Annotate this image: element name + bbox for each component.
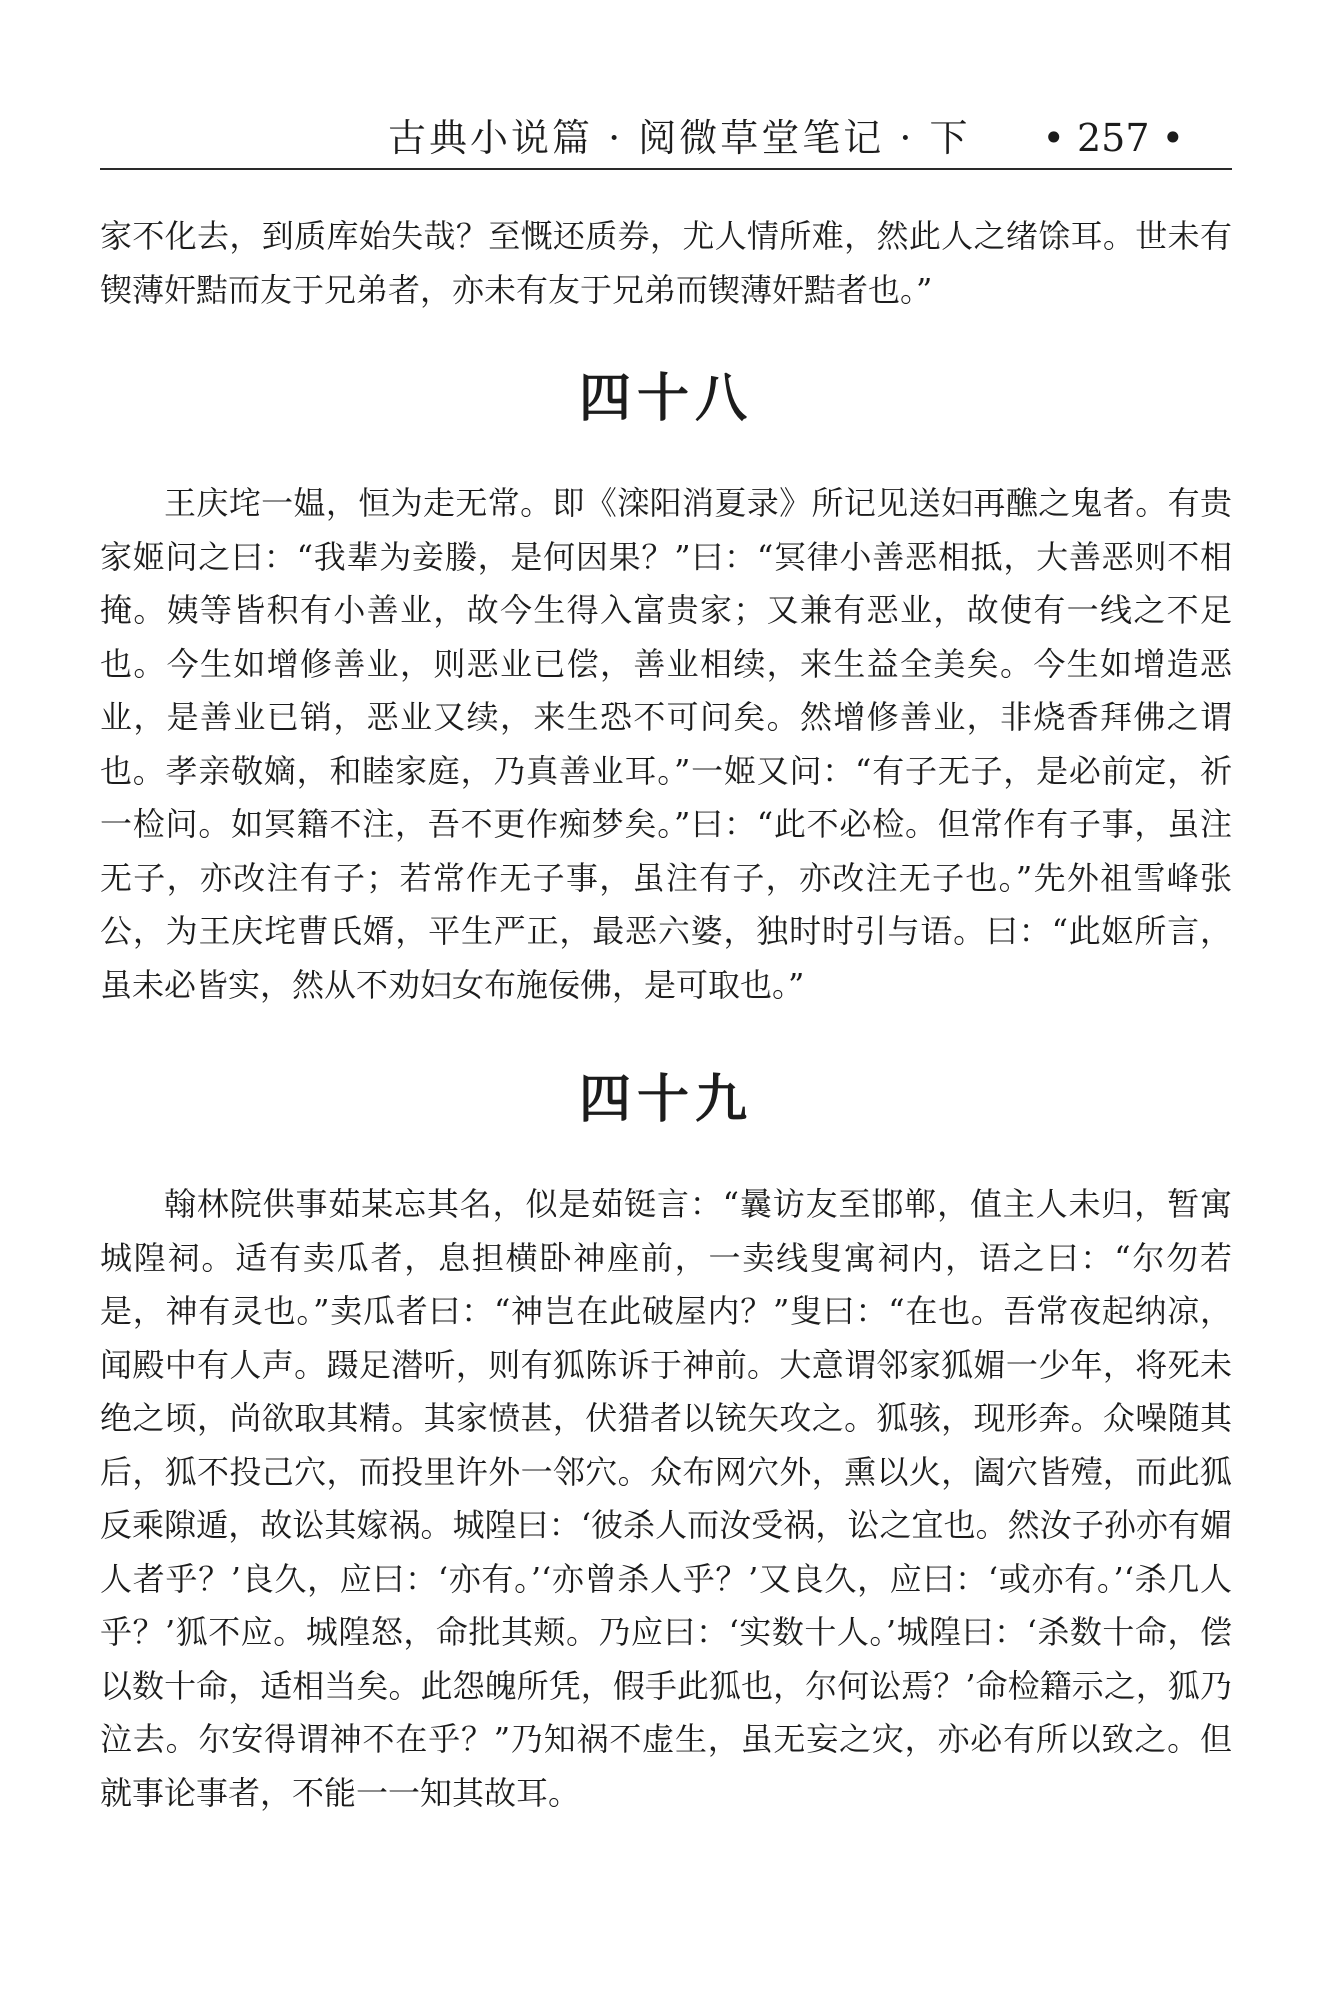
running-header	[100, 112, 1232, 164]
section-heading-48: 四十八	[578, 369, 753, 429]
paragraph-48: 王庆垞一媪，恒为走无常。即《滦阳消夏录》所记见送妇再醮之鬼者。有贵家姬问之曰：“我辈为妾媵，是何因果？”曰：“冥律小善恶相抵，大善恶则不相掩。姨等皆积有小善业，故今生得入富贵家；又兼有恶业，故使有一线之不足也。今生如增修善业，则恶业已偿，善业相续，来生益全美矣。今生如增造恶业，是善业已销，恶业又续，来生恐不可问矣。然增修善业，非烧香拜佛之谓也。孝亲敬嫡，和睦家庭，乃真善业耳。”一姬又问：“有子无子，是必前定，祈一检问。如冥籍不注，吾不更作痴梦矣。”曰：“此不必检。但常作有子事，虽注无子，亦改注有子；若常作无子事，虽注有子，亦改注无子也。”先外祖雪峰张公，为王庆垞曹氏婿，平生严正，最恶六婆，独时时引与语。曰：“此妪所言，虽未必皆实，然从不劝妇女布施佞佛，是可取也。”	[100, 484, 1232, 1004]
running-title: 古典小说篇 · 阅微草堂笔记 · 下	[388, 116, 971, 160]
page-number: • 257 •	[1042, 116, 1184, 160]
header-rule	[100, 168, 1232, 170]
continued-paragraph: 家不化去，到质库始失哉？至慨还质券，尤人情所难，然此人之绪馀耳。世未有锲薄奸黠而友于兄弟者，亦未有友于兄弟而锲薄奸黠者也。”	[100, 217, 1232, 309]
paragraph-49: 翰林院供事茹某忘其名，似是茹铤言：“曩访友至邯郸，值主人未归，暂寓城隍祠。适有卖瓜者，息担横卧神座前，一卖线叟寓祠内，语之曰：“尔勿若是，神有灵也。”卖瓜者曰：“神岂在此破屋内？”叟曰：“在也。吾常夜起纳凉，闻殿中有人声。蹑足潜听，则有狐陈诉于神前。大意谓邻家狐媚一少年，将死未绝之顷，尚欲取其精。其家愤甚，伏猎者以铳矢攻之。狐骇，现形奔。众噪随其后，狐不投己穴，而投里许外一邻穴。众布网穴外，熏以火，阖穴皆殪，而此狐反乘隙遁，故讼其嫁祸。城隍曰：‘彼杀人而汝受祸，讼之宜也。然汝子孙亦有媚人者乎？’良久，应曰：‘亦有。’‘亦曾杀人乎？’又良久，应曰：‘或亦有。’‘杀几人乎？’狐不应。城隍怒，命批其颊。乃应曰：‘实数十人。’城隍曰：‘杀数十命，偿以数十命，适相当矣。此怨魄所凭，假手此狐也，尔何讼焉？’命检籍示之，狐乃泣去。尔安得谓神不在乎？”乃知祸不虚生，虽无妄之灾，亦必有所以致之。但就事论事者，不能一一知其故耳。	[100, 1185, 1232, 1812]
body-text	[100, 210, 1232, 1820]
section-heading-49: 四十九	[578, 1070, 753, 1130]
